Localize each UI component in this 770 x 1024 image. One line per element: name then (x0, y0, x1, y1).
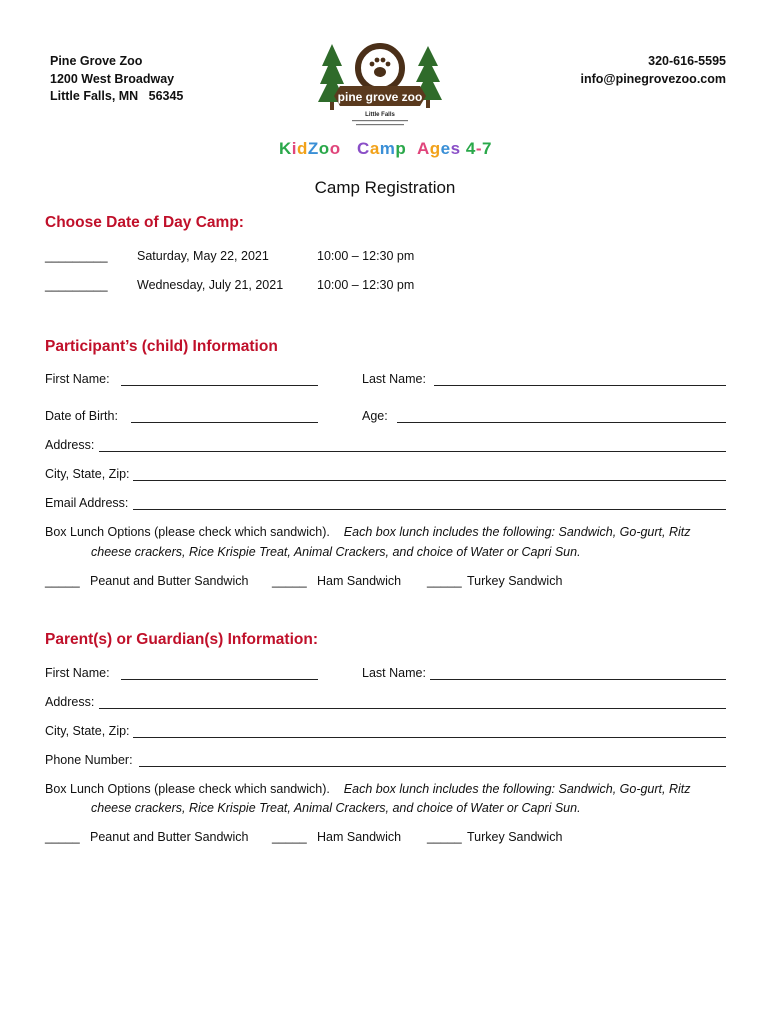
lunch-description-line1: Each box lunch includes the following: Sandwich, Go-gurt, Ritz (343, 782, 691, 796)
guardian-last-name-field[interactable] (430, 679, 726, 680)
time-option-2: 10:00 – 12:30 pm (317, 278, 415, 292)
child-lunch-blank-1[interactable]: _____ (45, 574, 80, 588)
pine-grove-zoo-logo (318, 40, 442, 128)
child-email-field[interactable] (133, 509, 726, 510)
camp-title-letter: a (369, 139, 380, 158)
guardian-lunch-option-1: Peanut and Butter Sandwich (90, 830, 249, 844)
camp-title-letter: 7 (481, 139, 492, 158)
logo-banner-text: pine grove zoo (337, 90, 423, 104)
camp-title (279, 139, 406, 159)
org-contact-block (580, 53, 726, 88)
guardian-first-name-field[interactable] (121, 679, 318, 680)
child-age-field[interactable] (397, 422, 726, 423)
child-last-name-label: Last Name: (362, 372, 426, 386)
child-last-name-field[interactable] (434, 385, 726, 386)
org-email: info@pinegrovezoo.com (580, 71, 726, 86)
child-lunch-option-2: Ham Sandwich (317, 574, 402, 588)
child-dob-label: Date of Birth: (45, 409, 118, 423)
guardian-lunch-blank-1[interactable]: _____ (45, 830, 80, 844)
child-age-label: Age: (362, 409, 388, 423)
child-email-label: Email Address: (45, 496, 129, 510)
camp-ages (417, 139, 492, 159)
document-title: Camp Registration (314, 178, 456, 197)
org-name: Pine Grove Zoo (50, 54, 143, 68)
child-dob-field[interactable] (131, 422, 318, 423)
org-phone: 320-616-5595 (648, 54, 726, 68)
guardian-address-field[interactable] (99, 708, 726, 709)
camp-title-letter: A (417, 139, 430, 158)
camp-title-letter: - (475, 139, 482, 158)
camp-title-letter: o (318, 139, 330, 158)
date-option-1: Saturday, May 22, 2021 (137, 249, 269, 263)
date-blank-1[interactable]: _________ (45, 249, 108, 263)
date-option-2: Wednesday, July 21, 2021 (137, 278, 284, 292)
child-city-label: City, State, Zip: (45, 467, 130, 481)
lunch-prefix: Box Lunch Options (please check which sandwich). (45, 782, 330, 796)
guardian-phone-label: Phone Number: (45, 753, 133, 767)
child-lunch-blank-3[interactable]: _____ (427, 574, 462, 588)
guardian-lunch-prompt (45, 782, 691, 796)
camp-title-letter: s (450, 139, 461, 158)
camp-title-letter: p (395, 139, 407, 158)
child-city-field[interactable] (133, 480, 726, 481)
org-city-line: Little Falls, MN 56345 (50, 89, 184, 103)
date-blank-2[interactable]: _________ (45, 278, 108, 292)
dates-heading: Choose Date of Day Camp: (45, 214, 244, 231)
guardian-heading: Parent(s) or Guardian(s) Information: (45, 631, 318, 648)
camp-title-letter: Z (307, 139, 319, 158)
camp-title-letter: K (279, 139, 292, 158)
guardian-first-name-label: First Name: (45, 666, 110, 680)
logo-sub-text: Little Falls (365, 112, 395, 118)
guardian-lunch-option-2: Ham Sandwich (317, 830, 402, 844)
guardian-address-label: Address: (45, 695, 95, 709)
lunch-prefix: Box Lunch Options (please check which sandwich). (45, 525, 330, 539)
guardian-lunch-blank-3[interactable]: _____ (427, 830, 462, 844)
camp-title-letter: e (440, 139, 451, 158)
org-street: 1200 West Broadway (50, 71, 175, 86)
camp-title-letter: o (329, 139, 341, 158)
child-first-name-field[interactable] (121, 385, 318, 386)
camp-title-letter: d (297, 139, 308, 158)
child-lunch-prompt (45, 525, 691, 539)
org-address-block (50, 53, 183, 106)
guardian-city-field[interactable] (133, 737, 726, 738)
child-lunch-option-1: Peanut and Butter Sandwich (90, 574, 249, 588)
guardian-phone-field[interactable] (139, 766, 726, 767)
guardian-city-label: City, State, Zip: (45, 724, 130, 738)
camp-title-letter: i (291, 139, 298, 158)
child-lunch-blank-2[interactable]: _____ (272, 574, 307, 588)
child-lunch-option-3: Turkey Sandwich (467, 574, 563, 588)
child-address-label: Address: (45, 438, 95, 452)
guardian-last-name-label: Last Name: (362, 666, 426, 680)
participant-heading: Participant’s (child) Information (45, 338, 278, 355)
camp-title-word1 (279, 139, 341, 158)
child-first-name-label: First Name: (45, 372, 110, 386)
guardian-lunch-blank-2[interactable]: _____ (272, 830, 307, 844)
time-option-1: 10:00 – 12:30 pm (317, 249, 415, 263)
camp-title-letter: m (379, 139, 396, 158)
lunch-description-line1: Each box lunch includes the following: Sandwich, Go-gurt, Ritz (343, 525, 691, 539)
child-lunch-description-line2: cheese crackers, Rice Krispie Treat, Animal Crackers, and choice of Water or Capri Sun. (91, 545, 581, 559)
guardian-lunch-description-line2: cheese crackers, Rice Krispie Treat, Animal Crackers, and choice of Water or Capri Sun. (91, 801, 581, 815)
camp-title-letter: g (429, 139, 441, 158)
child-address-field[interactable] (99, 451, 726, 452)
guardian-lunch-option-3: Turkey Sandwich (467, 830, 563, 844)
camp-title-word2 (357, 139, 406, 158)
camp-title-letter: 4 (465, 139, 476, 158)
camp-title-letter: C (357, 139, 370, 158)
